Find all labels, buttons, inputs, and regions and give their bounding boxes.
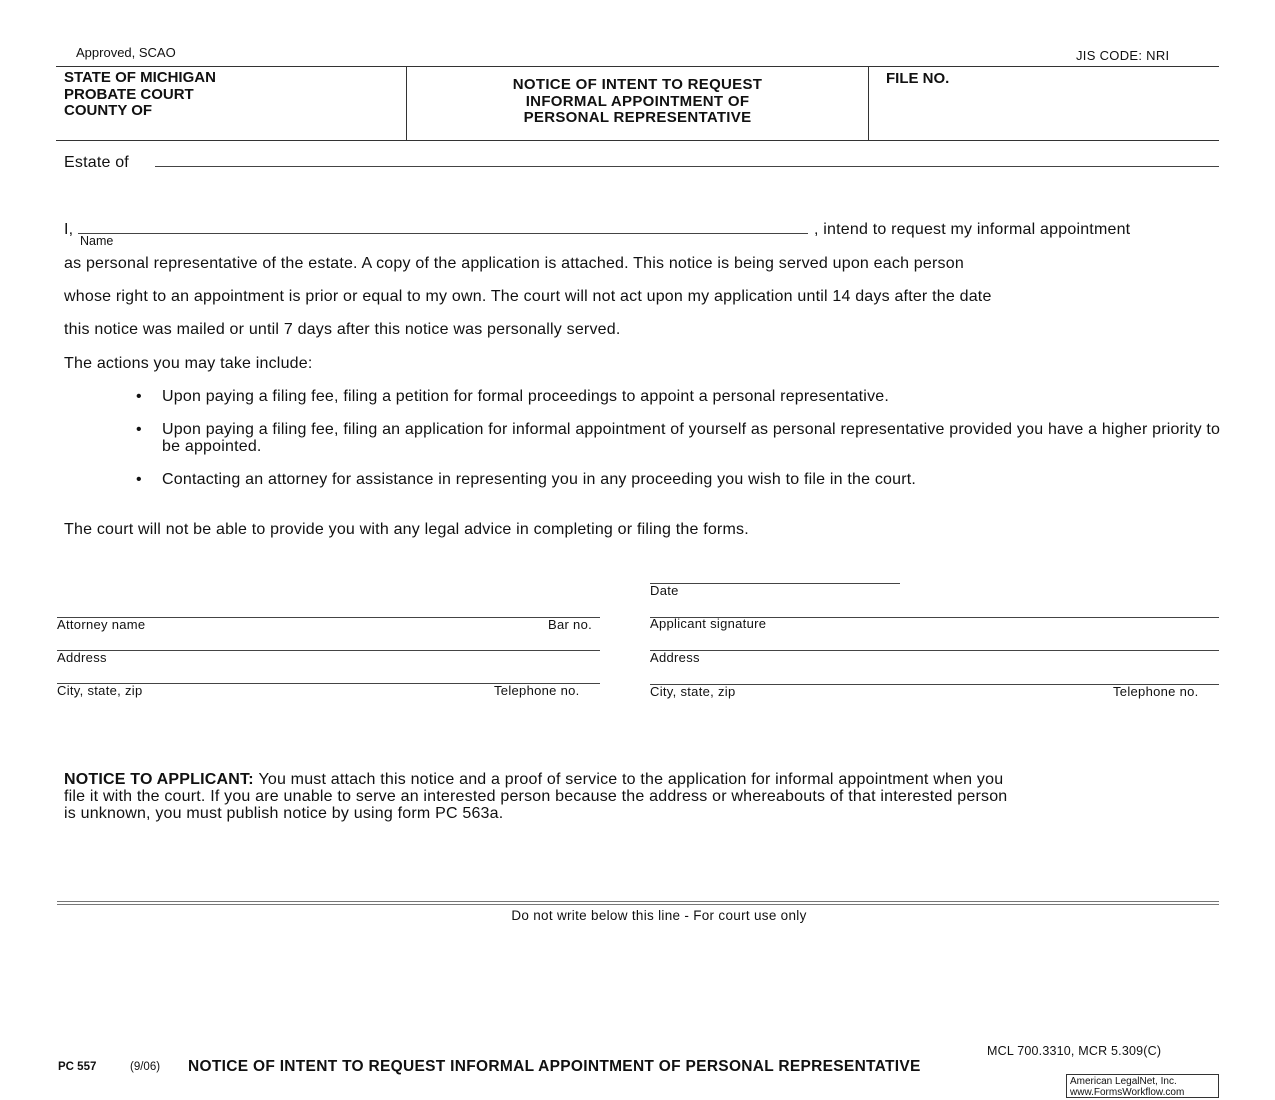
divider	[57, 904, 1219, 905]
bullet: •	[136, 471, 142, 488]
notice-line-1: You must attach this notice and a proof of service to the application for informal appointment when you	[258, 771, 1004, 788]
court-line: PROBATE COURT	[64, 85, 194, 103]
applicant-address-label: Address	[650, 650, 700, 665]
divider	[57, 901, 1219, 902]
court-use-notice: Do not write below this line - For court use only	[511, 908, 807, 923]
applicant-signature-label: Applicant signature	[650, 616, 767, 631]
statement-line-1: , intend to request my informal appointment	[814, 221, 1131, 238]
county-line: COUNTY OF	[64, 102, 153, 119]
attorney-address-field[interactable]	[57, 650, 600, 651]
action-text-2: Upon paying a filing fee, filing an application for informal appointment of yourself as personal representative provided you have a higher priority to be appointed.	[162, 421, 1221, 455]
estate-label: Estate of	[64, 154, 129, 171]
caption-box	[56, 66, 1219, 141]
file-no-cell[interactable]	[869, 67, 1219, 140]
footer-form-title: NOTICE OF INTENT TO REQUEST INFORMAL APPOINTMENT OF PERSONAL REPRESENTATIVE	[188, 1058, 921, 1075]
state-line: STATE OF MICHIGAN	[64, 69, 216, 86]
date-field[interactable]	[650, 583, 900, 584]
form-title-cell	[407, 67, 869, 140]
publisher-box	[1066, 1074, 1219, 1098]
notice-line-3: is unknown, you must publish notice by using form PC 563a.	[64, 805, 504, 822]
notice-to-applicant	[64, 771, 1224, 822]
approval-text: Approved, SCAO	[76, 45, 176, 60]
date-label: Date	[650, 583, 679, 598]
statement-line-4: this notice was mailed or until 7 days after this notice was personally served.	[64, 321, 621, 338]
estate-name-field[interactable]	[160, 150, 1215, 167]
name-caption: Name	[80, 234, 114, 248]
applicant-address-field[interactable]	[650, 650, 1219, 651]
form-number: PC 557	[58, 1061, 97, 1073]
name-underline	[78, 233, 808, 234]
applicant-phone-label: Telephone no.	[1113, 684, 1199, 699]
attorney-address-label: Address	[57, 650, 107, 665]
attorney-phone-label: Telephone no.	[494, 683, 580, 698]
actions-intro: The actions you may take include:	[64, 355, 313, 372]
bullet: •	[136, 388, 142, 405]
bullet: •	[136, 421, 142, 438]
attorney-name-label: Attorney name	[57, 617, 146, 632]
action-text-3: Contacting an attorney for assistance in representing you in any proceeding you wish to file in the court.	[162, 471, 917, 488]
title-line-3: PERSONAL REPRESENTATIVE	[523, 109, 752, 126]
i-prefix: I,	[64, 221, 74, 238]
statement-line-3: whose right to an appointment is prior or equal to my own. The court will not act upon my application until 14 days after the date	[64, 288, 992, 305]
notice-line-2: file it with the court. If you are unable to serve an interested person because the address or whereabouts of that interested person	[64, 788, 1008, 805]
jis-code: JIS CODE: NRI	[1076, 48, 1170, 63]
title-line-2: INFORMAL APPOINTMENT OF	[525, 92, 750, 110]
attorney-city-label: City, state, zip	[57, 683, 143, 698]
publisher-name: American LegalNet, Inc.	[1070, 1076, 1177, 1087]
statement-line-2: as personal representative of the estate. A copy of the application is attached. This notice is being served upon each person	[64, 255, 964, 272]
notice-heading: NOTICE TO APPLICANT:	[64, 771, 254, 788]
applicant-city-label: City, state, zip	[650, 684, 736, 699]
action-text-1: Upon paying a filing fee, filing a petition for formal proceedings to appoint a personal representative.	[162, 388, 890, 405]
bar-no-label: Bar no.	[548, 617, 593, 632]
statute-reference: MCL 700.3310, MCR 5.309(C)	[987, 1044, 1162, 1058]
file-no-label: FILE NO.	[886, 70, 950, 87]
title-line-1: NOTICE OF INTENT TO REQUEST	[512, 76, 763, 93]
form-revision-date: (9/06)	[130, 1061, 161, 1073]
court-cell	[56, 67, 407, 140]
estate-underline	[155, 166, 1219, 167]
applicant-name-field[interactable]	[82, 216, 802, 233]
publisher-url[interactable]: www.FormsWorkflow.com	[1070, 1087, 1185, 1098]
legal-advice-disclaimer: The court will not be able to provide you with any legal advice in completing or filing the forms.	[64, 521, 749, 538]
